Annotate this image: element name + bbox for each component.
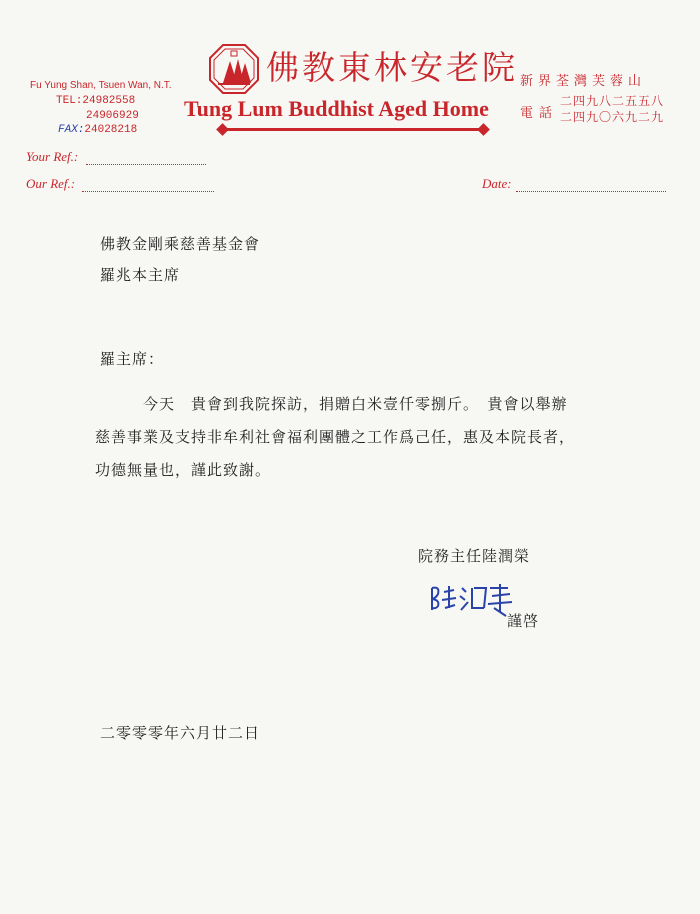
pagoda-logo-icon (208, 43, 260, 95)
tel-label: TEL: (56, 95, 83, 107)
letter-body (95, 388, 605, 487)
our-ref-label: Our Ref.: (26, 176, 76, 191)
tel-number-2: 24906929 (86, 110, 139, 122)
body-line-3: 功德無量也，謹此致謝。 (95, 461, 272, 479)
salutation: 羅主席： (100, 350, 165, 368)
body-line-1: 今天 貴會到我院探訪，捐贈白米壹仟零捌斤。 貴會以舉辦 (143, 395, 568, 413)
address-zh: 新界荃灣芙蓉山 (520, 74, 647, 89)
date-label: Date: (482, 176, 512, 191)
letter-date: 二零零零年六月廿二日 (100, 724, 261, 742)
tel-zh-2: 二四九〇六九二九 (560, 110, 665, 124)
date-line (516, 190, 666, 192)
tel-number-1: 24982558 (82, 95, 136, 107)
tel-zh-1: 二四九八二五五八 (560, 94, 665, 108)
your-ref-line (86, 163, 206, 165)
address-en: Fu Yung Shan, Tsuen Wan, N.T. (30, 80, 172, 91)
organization-name-en: Tung Lum Buddhist Aged Home (184, 96, 489, 121)
recipient-org: 佛教金剛乘慈善基金會 (100, 235, 261, 253)
respect-closing: 謹啓 (507, 612, 540, 630)
signer-title-name: 院務主任陸潤榮 (418, 547, 531, 565)
tel-line-1 (56, 95, 135, 107)
fax-number: 24028218 (84, 124, 138, 136)
organization-logo (208, 43, 260, 95)
tel-line-2 (86, 110, 139, 122)
fax-line (58, 124, 137, 136)
body-line-2: 慈善事業及支持非牟利社會福利團體之工作爲己任，惠及本院長者， (95, 428, 576, 446)
fax-label: FAX: (58, 124, 85, 136)
header-divider (222, 128, 484, 131)
organization-name-zh: 佛教東林安老院 (266, 48, 518, 87)
tel-label-zh: 電話 (520, 106, 559, 121)
recipient-name: 羅兆本主席 (100, 266, 181, 284)
your-ref-label: Your Ref.: (26, 149, 79, 164)
our-ref-line (82, 190, 214, 192)
